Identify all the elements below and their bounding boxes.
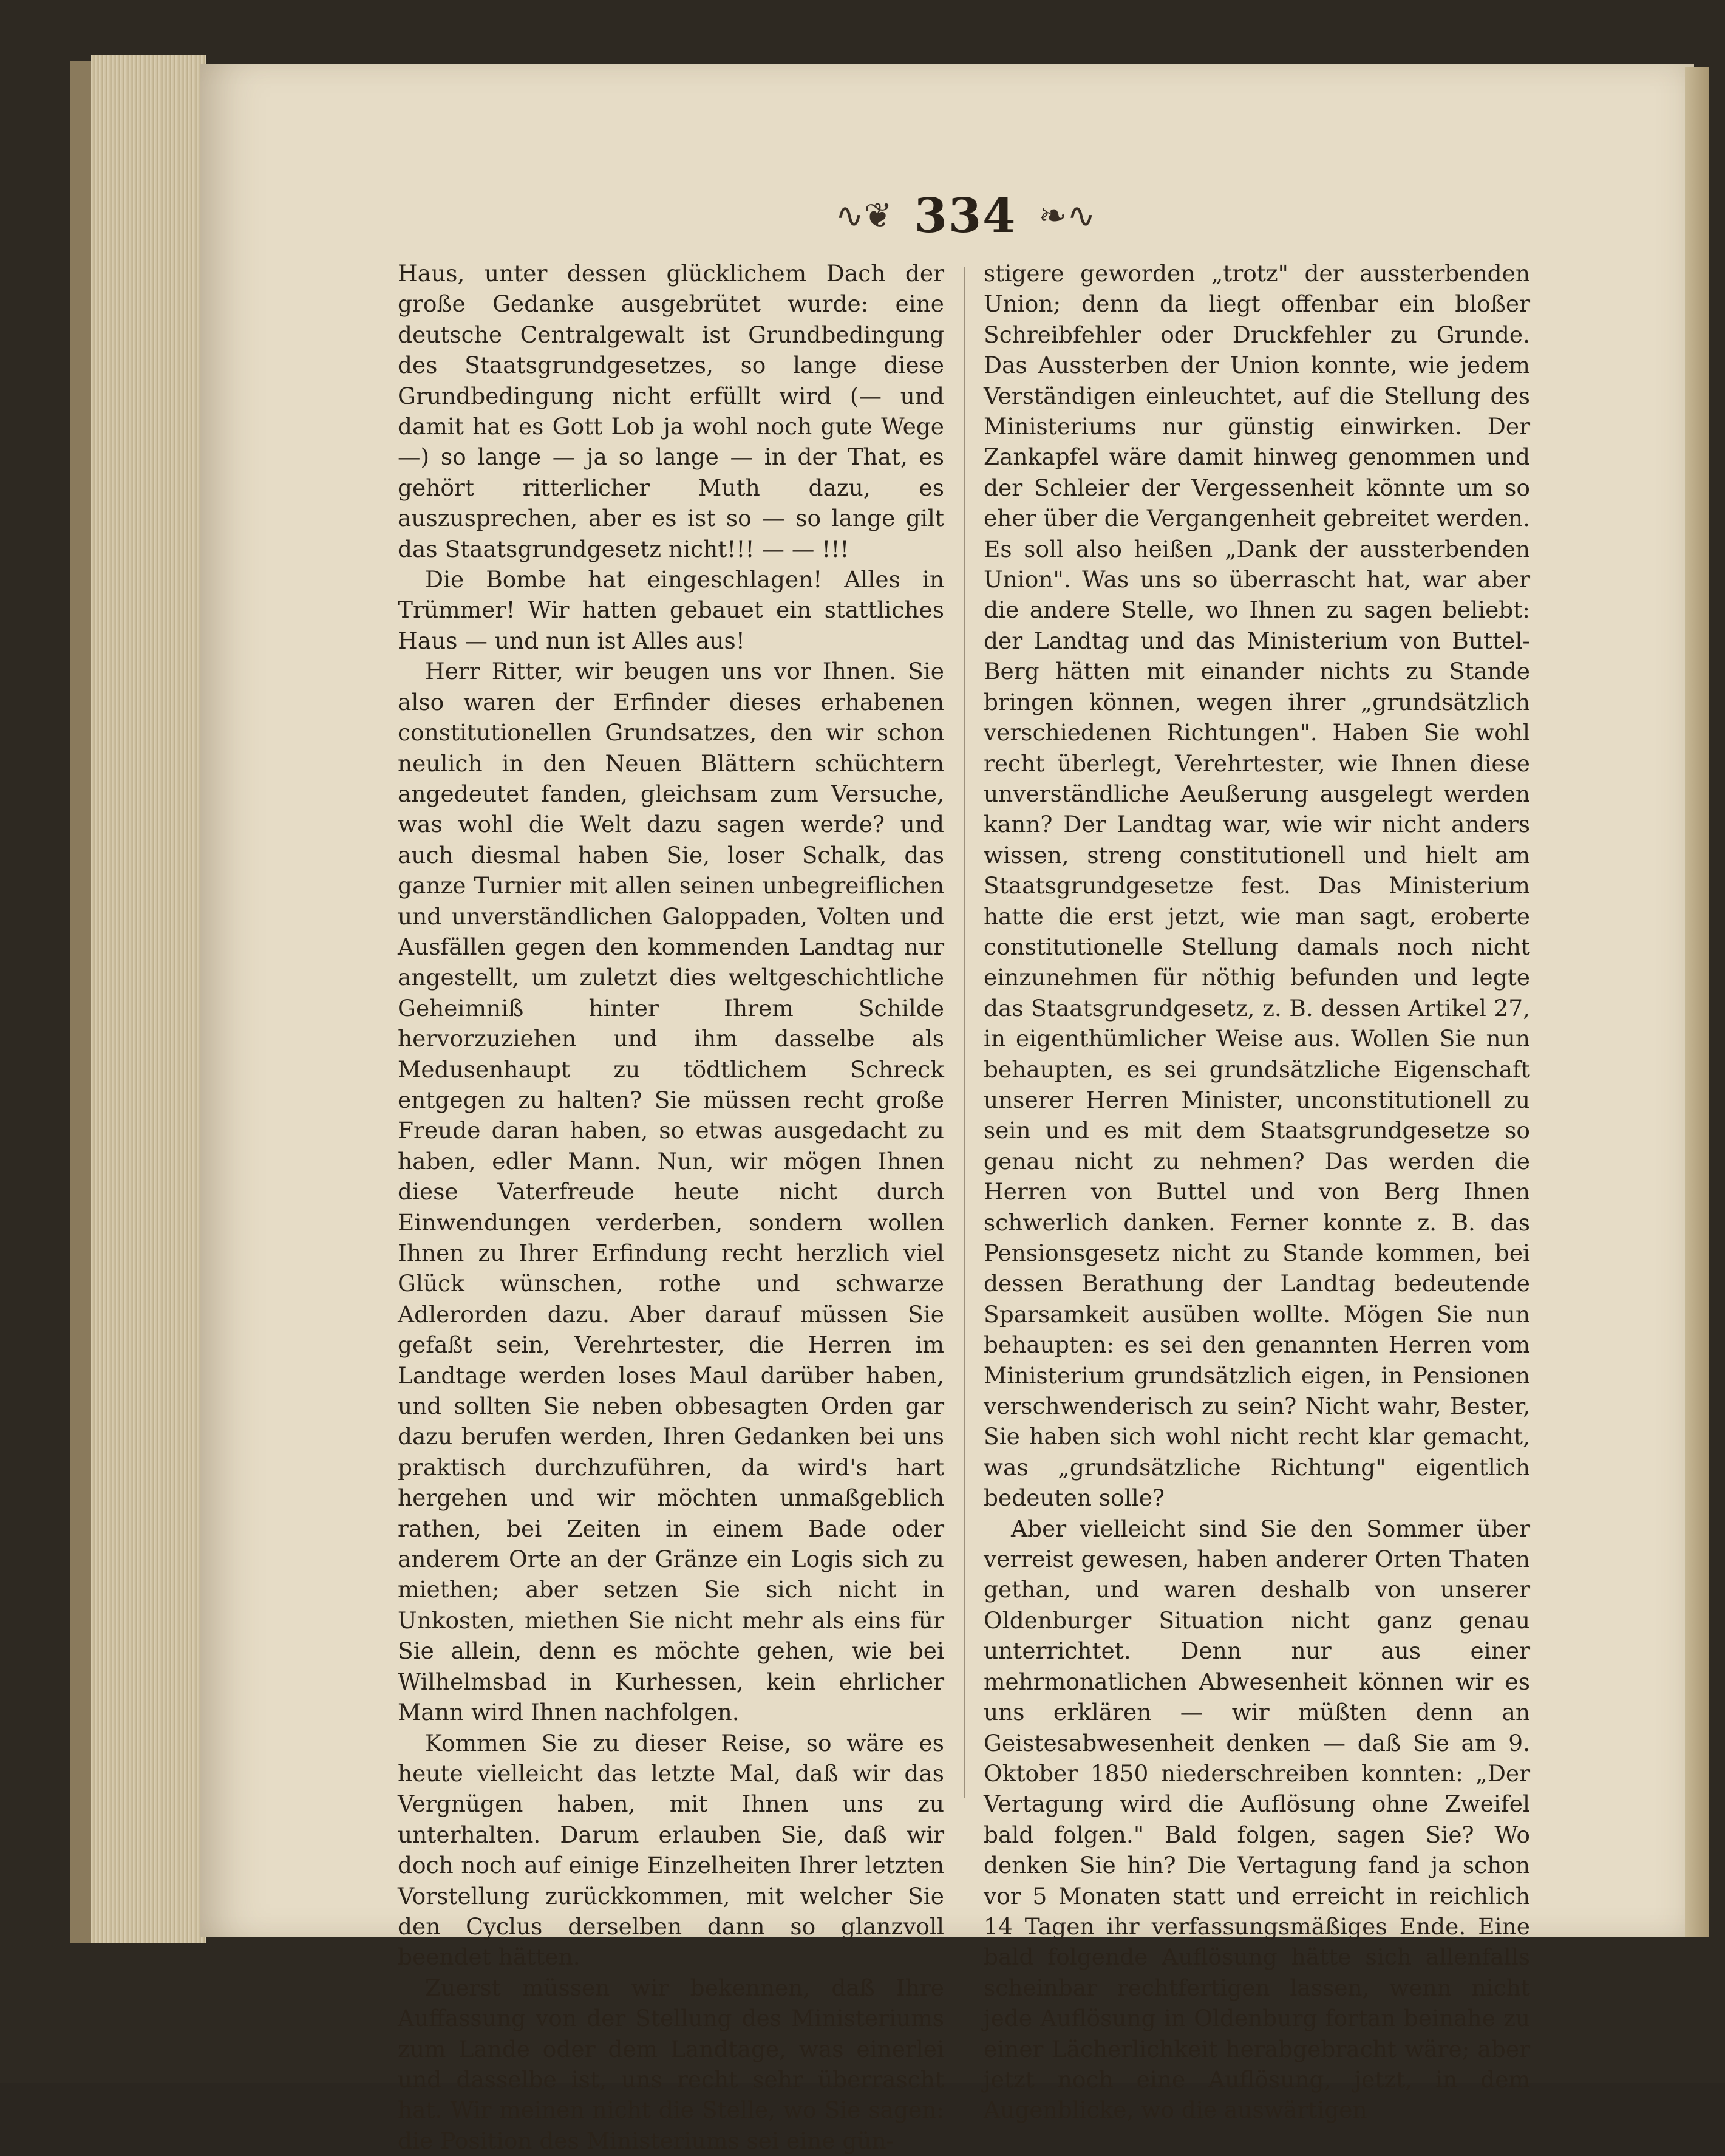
page-header	[814, 182, 1117, 249]
paragraph: Kommen Sie zu dieser Reise, so wäre es heute vielleicht das letzte Mal, daß wir das Vergnügen haben, mit Ihnen uns zu unterhalten. Darum erlauben Sie, daß wir doch noch auf einige Einzelheiten Ihrer letzten Vorstellung zurückkommen, mit welcher Sie den Cyclus derselben dann so glanzvoll beendet hätten.	[398, 1729, 944, 1971]
right-ornament-icon: ❧∿	[1038, 196, 1096, 236]
column-divider	[964, 267, 965, 1798]
page-edges	[91, 55, 206, 1943]
paragraph: stigere geworden „trotz" der aussterbenden Union; denn da liegt offenbar ein bloßer Schreibfehler oder Druckfehler zu Grunde. Das Aussterben der Union konnte, wie jedem Verständigen einleuchtet, auf die Stellung des Ministeriums nur günstig einwirken. Der Zankapfel wäre damit hinweg genommen und der Schleier der Vergessenheit könnte um so eher über die Vergangenheit gebreitet werden. Es soll also heißen „Dank der aussterbenden Union". Was uns so überrascht hat, war aber die andere Stelle, wo Ihnen zu sagen beliebt: der Landtag und das Ministerium von Buttel-Berg hätten mit einander nichts zu Stande bringen können, wegen ihrer „grundsätzlich verschiedenen Richtungen". Haben Sie wohl recht überlegt, Verehrtester, wie Ihnen diese unverständliche Aeußerung ausgelegt werden kann? Der Landtag war, wie wir nicht anders wissen, streng constitutionell und hielt am Staatsgrundgesetze fest. Das Ministerium hatte die erst jetzt, wie man sagt, eroberte constitutionelle Stellung damals noch nicht einzunehmen für nöthig befunden und legte das Staatsgrundgesetz, z. B. dessen Artikel 27, in eigenthümlicher Weise aus. Wollen Sie nun behaupten, es sei grundsätzliche Eigenschaft unserer Herren Minister, unconstitutionell zu sein und es mit dem Staatsgrundgesetze so genau nicht zu nehmen? Das werden die Herren von Buttel und von Berg Ihnen schwerlich danken. Ferner konnte z. B. das Pensionsgesetz nicht zu Stande kommen, bei dessen Berathung der Landtag bedeutende Sparsamkeit ausüben wollte. Mögen Sie nun behaupten: es sei den genannten Herren vom Ministerium grundsätzlich eigen, in Pensionen verschwenderisch zu sein? Nicht wahr, Bester, Sie haben sich wohl nicht recht klar gemacht, was „grundsätzliche Richtung" eigentlich bedeuten solle?	[984, 260, 1530, 1512]
left-ornament-icon: ∿❦	[835, 196, 893, 236]
left-column	[398, 258, 944, 2156]
paragraph: Die Bombe hat eingeschlagen! Alles in Trümmer! Wir hatten gebauet ein stattliches Haus — und nun ist Alles aus!	[398, 566, 944, 654]
paragraph: Zuerst müssen wir bekennen, daß Ihre Auffassung von der Stellung des Ministeriums zum Lande oder dem Landtage, was einerlei und dasselbe ist, uns recht sehr überrascht hat. Wir meinen nicht die Stelle, wo Sie sagen: die Position des Ministeriums sei eine gün-	[398, 1974, 944, 2154]
right-column	[984, 258, 1530, 2126]
right-page-edge	[1685, 67, 1709, 1937]
paragraph: Aber vielleicht sind Sie den Sommer über verreist gewesen, haben anderer Orten Thaten gethan, und waren deshalb von unserer Oldenburger Situation nicht ganz genau unterrichtet. Denn nur aus einer mehrmonatlichen Abwesenheit können wir es uns erklären — wir müßten denn an Geistesabwesenheit denken — daß Sie am 9. Oktober 1850 niederschreiben konnten: „Der Vertagung wird die Auflösung ohne Zweifel bald folgen." Bald folgen, sagen Sie? Wo denken Sie hin? Die Vertagung fand ja schon vor 5 Monaten statt und erreicht in reichlich 14 Tagen ihr verfassungsmäßiges Ende. Eine bald folgende Auflösung hätte sich allenfalls scheinbar rechtfertigen lassen, wenn nicht jede Auflösung in Oldenburg fortan beinahe zu einer Lächerlichkeit herabgebracht wäre; aber jetzt noch eine Auflösung, jetzt, in dem Augenblicke, wo die auswärtigen	[984, 1515, 1530, 2124]
paragraph: Haus, unter dessen glücklichem Dach der große Gedanke ausgebrütet wurde: eine deutsche Centralgewalt ist Grundbedingung des Staatsgrundgesetzes, so lange diese Grundbedingung nicht erfüllt wird (— und damit hat es Gott Lob ja wohl noch gute Wege —) so lange — ja so lange — in der That, es gehört ritterlicher Muth dazu, es auszusprechen, aber es ist so — so lange gilt das Staatsgrundgesetz nicht!!! — — !!!	[398, 260, 944, 562]
page-number: 334	[914, 188, 1017, 244]
paragraph: Herr Ritter, wir beugen uns vor Ihnen. Sie also waren der Erfinder dieses erhabenen constitutionellen Grundsatzes, den wir schon neulich in den Neuen Blättern schüchtern angedeutet fanden, gleichsam zum Versuche, was wohl die Welt dazu sagen werde? und auch diesmal haben Sie, loser Schalk, das ganze Turnier mit allen seinen unbegreiflichen und unverständlichen Galoppaden, Volten und Ausfällen gegen den kommenden Landtag nur angestellt, um zuletzt dies weltgeschichtliche Geheimniß hinter Ihrem Schilde hervorzuziehen und ihm dasselbe als Medusenhaupt zu tödtlichem Schreck entgegen zu halten? Sie müssen recht große Freude daran haben, so etwas ausgedacht zu haben, edler Mann. Nun, wir mögen Ihnen diese Vaterfreude heute nicht durch Einwendungen verderben, sondern wollen Ihnen zu Ihrer Erfindung recht herzlich viel Glück wünschen, rothe und schwarze Adlerorden dazu. Aber darauf müssen Sie gefaßt sein, Verehrtester, die Herren im Landtage werden loses Maul darüber haben, und sollten Sie neben obbesagten Orden gar dazu berufen werden, Ihren Gedanken bei uns praktisch durchzuführen, da wird's hart hergehen und wir möchten unmaßgeblich rathen, bei Zeiten in einem Bade oder anderem Orte an der Gränze ein Logis sich zu miethen; aber setzen Sie sich nicht in Unkosten, miethen Sie nicht mehr als eins für Sie allein, denn es möchte gehen, wie bei Wilhelmsbad in Kurhessen, kein ehrlicher Mann wird Ihnen nachfolgen.	[398, 658, 944, 1726]
